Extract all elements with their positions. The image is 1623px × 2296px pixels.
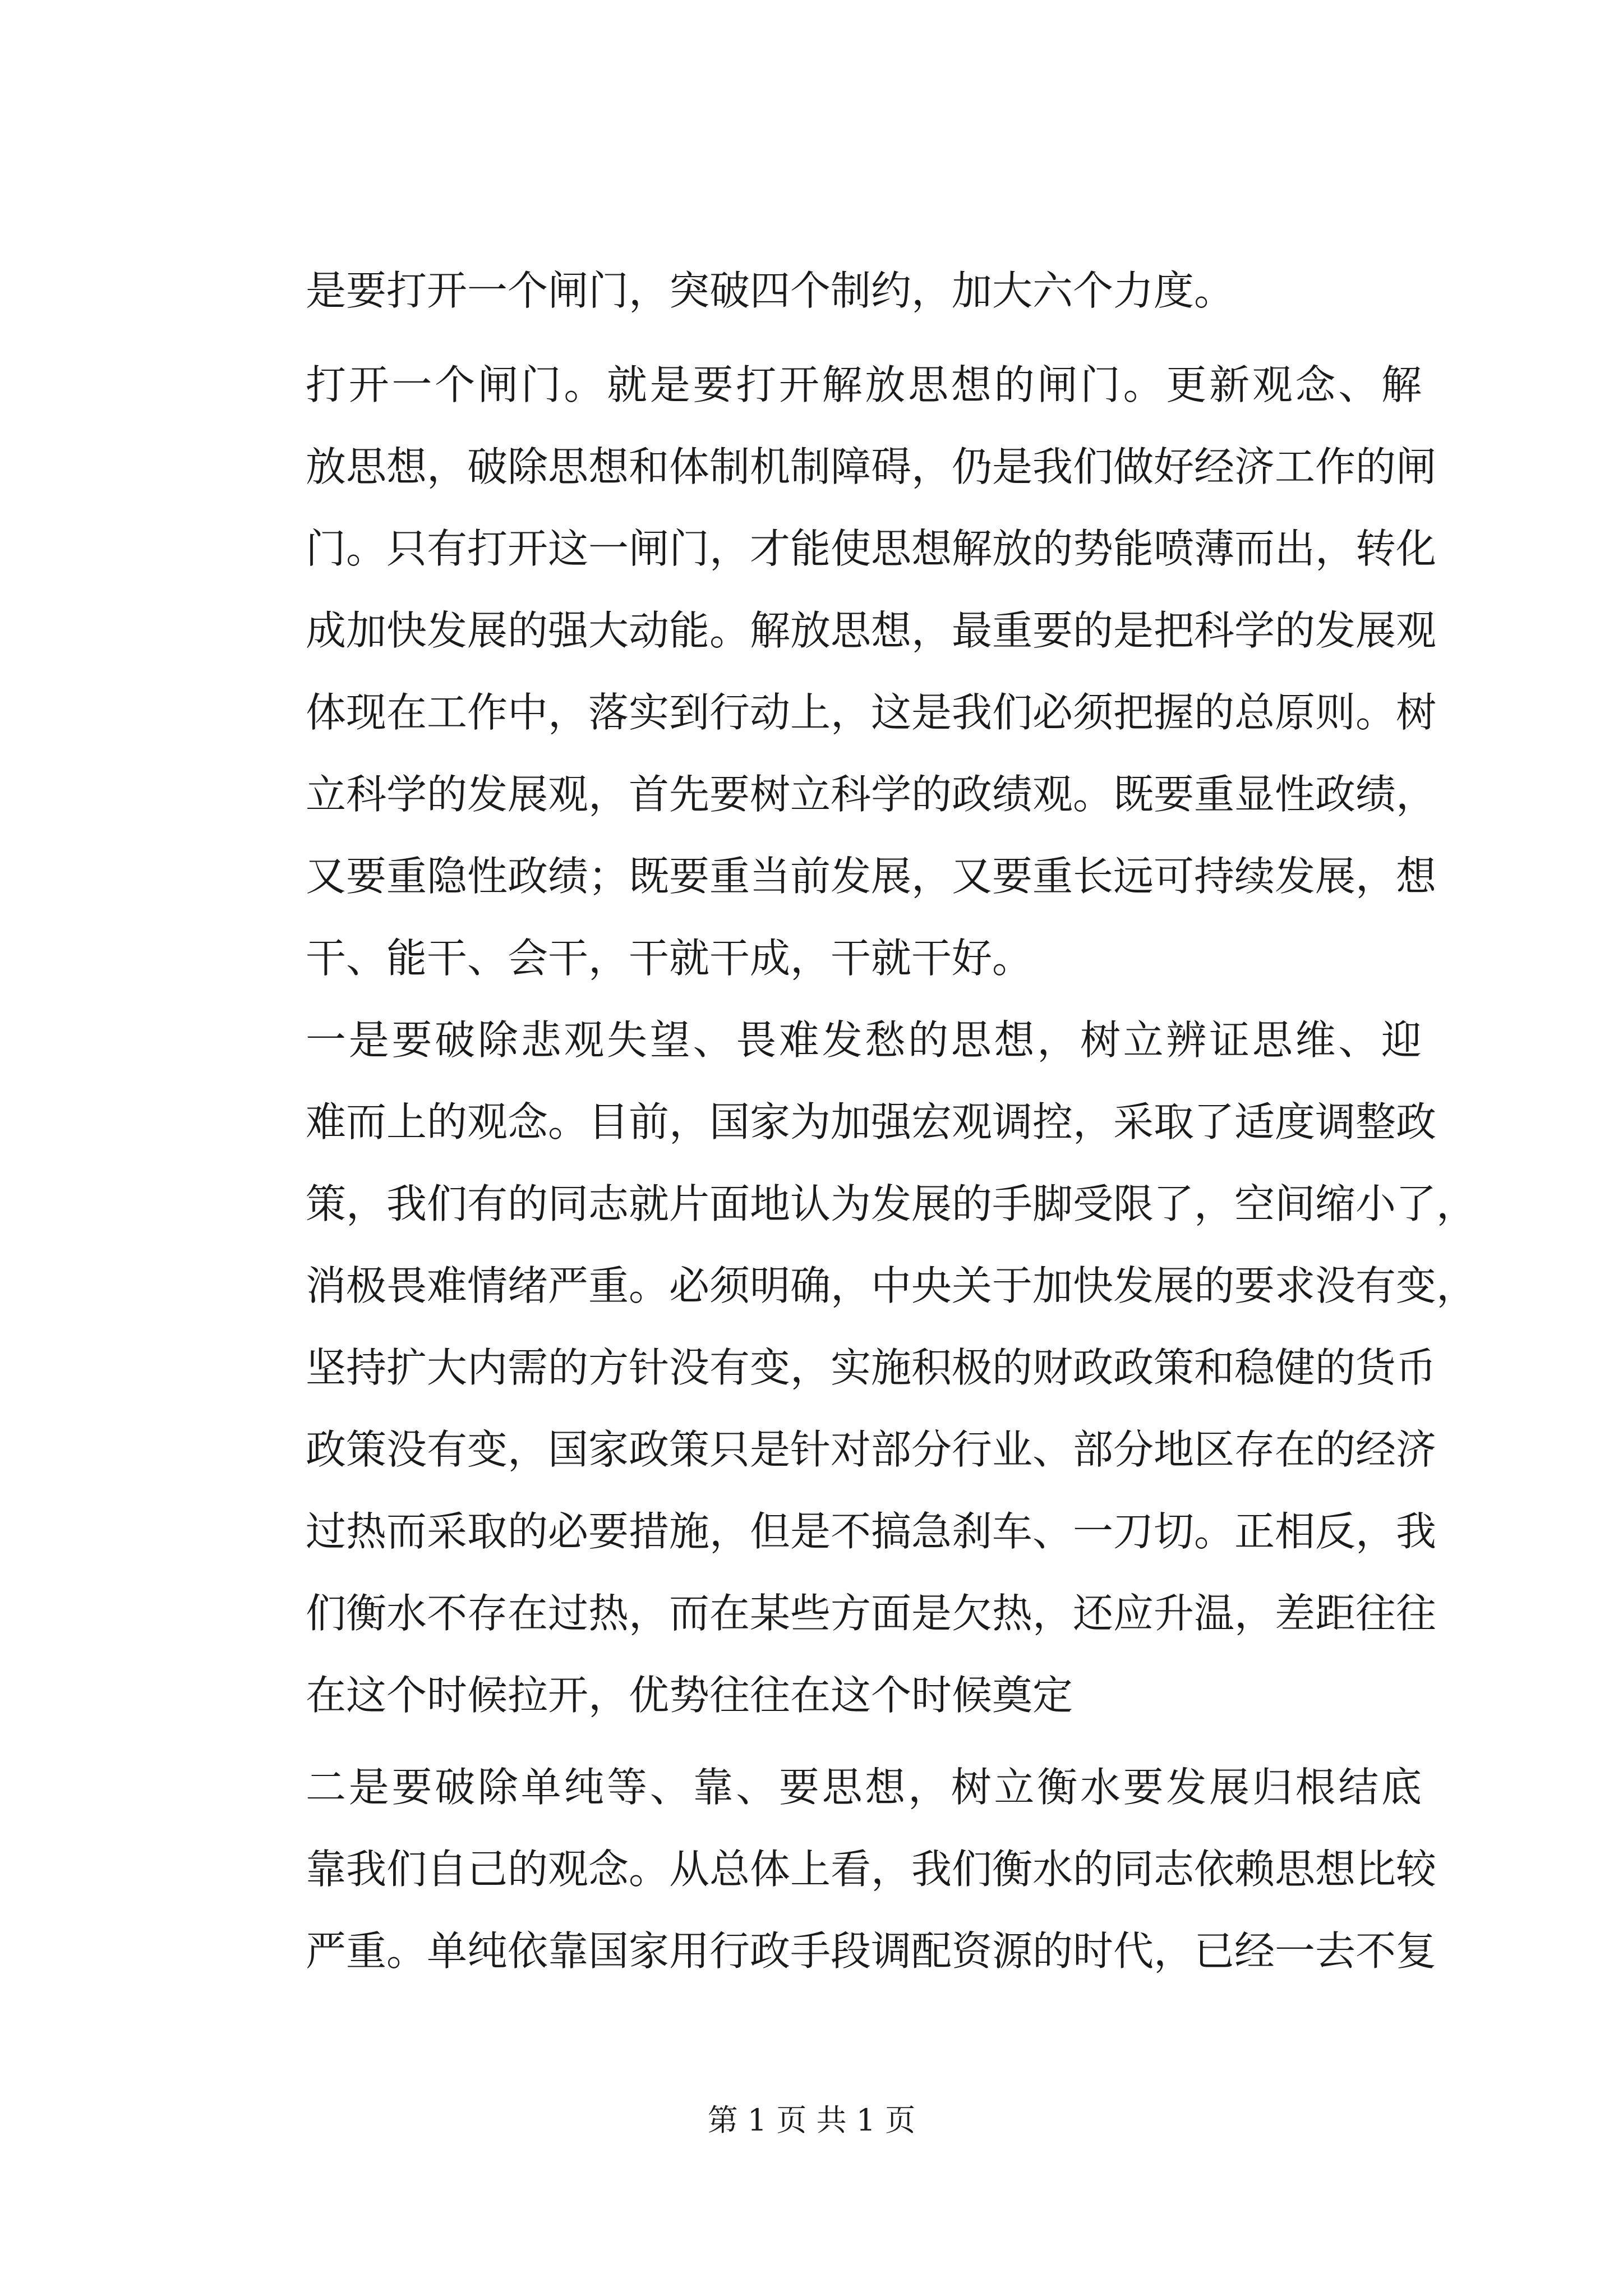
paragraph-line: 体现在工作中，落实到行动上，这是我们必须把握的总原则。树	[306, 689, 1437, 736]
paragraph-line: 又要重隐性政绩；既要重当前发展，又要重长远可持续发展，想	[306, 853, 1437, 900]
paragraph-line: 政策没有变，国家政策只是针对部分行业、部分地区存在的经济	[306, 1426, 1437, 1473]
paragraph-line: 们衡水不存在过热，而在某些方面是欠热，还应升温，差距往往	[306, 1590, 1437, 1637]
paragraph-line: 门。只有打开这一闸门，才能使思想解放的势能喷薄而出，转化	[306, 525, 1437, 572]
paragraph-line: 靠我们自己的观念。从总体上看，我们衡水的同志依赖思想比较	[306, 1846, 1437, 1893]
paragraph-line: 打开一个闸门。就是要打开解放思想的闸门。更新观念、解	[306, 361, 1422, 408]
paragraph-line: 干、能干、会干，干就干成，干就干好。	[306, 935, 1033, 982]
paragraph-line: 策，我们有的同志就片面地认为发展的手脚受限了，空间缩小了，	[306, 1180, 1477, 1227]
paragraph-line: 是要打开一个闸门，突破四个制约，加大六个力度。	[306, 267, 1235, 314]
paragraph-line: 放思想，破除思想和体制机制障碍，仍是我们做好经济工作的闸	[306, 443, 1437, 490]
paragraph-line: 在这个时候拉开，优势往往在这个时候奠定	[306, 1672, 1073, 1719]
paragraph-line: 成加快发展的强大动能。解放思想，最重要的是把科学的发展观	[306, 607, 1437, 654]
paragraph-line: 立科学的发展观，首先要树立科学的政绩观。既要重显性政绩，	[306, 771, 1437, 818]
paragraph-line: 难而上的观念。目前，国家为加强宏观调控，采取了适度调整政	[306, 1098, 1437, 1145]
paragraph-line: 消极畏难情绪严重。必须明确，中央关于加快发展的要求没有变，	[306, 1262, 1477, 1309]
paragraph-line: 坚持扩大内需的方针没有变，实施积极的财政政策和稳健的货币	[306, 1344, 1437, 1391]
page-number-footer: 第 1 页 共 1 页	[707, 2102, 916, 2138]
paragraph-line: 二是要破除单纯等、靠、要思想，树立衡水要发展归根结底	[306, 1764, 1422, 1811]
paragraph-line: 严重。单纯依靠国家用行政手段调配资源的时代，已经一去不复	[306, 1927, 1437, 1975]
paragraph-line: 过热而采取的必要措施，但是不搞急刹车、一刀切。正相反，我	[306, 1508, 1437, 1555]
paragraph-line: 一是要破除悲观失望、畏难发愁的思想，树立辨证思维、迎	[306, 1016, 1422, 1064]
